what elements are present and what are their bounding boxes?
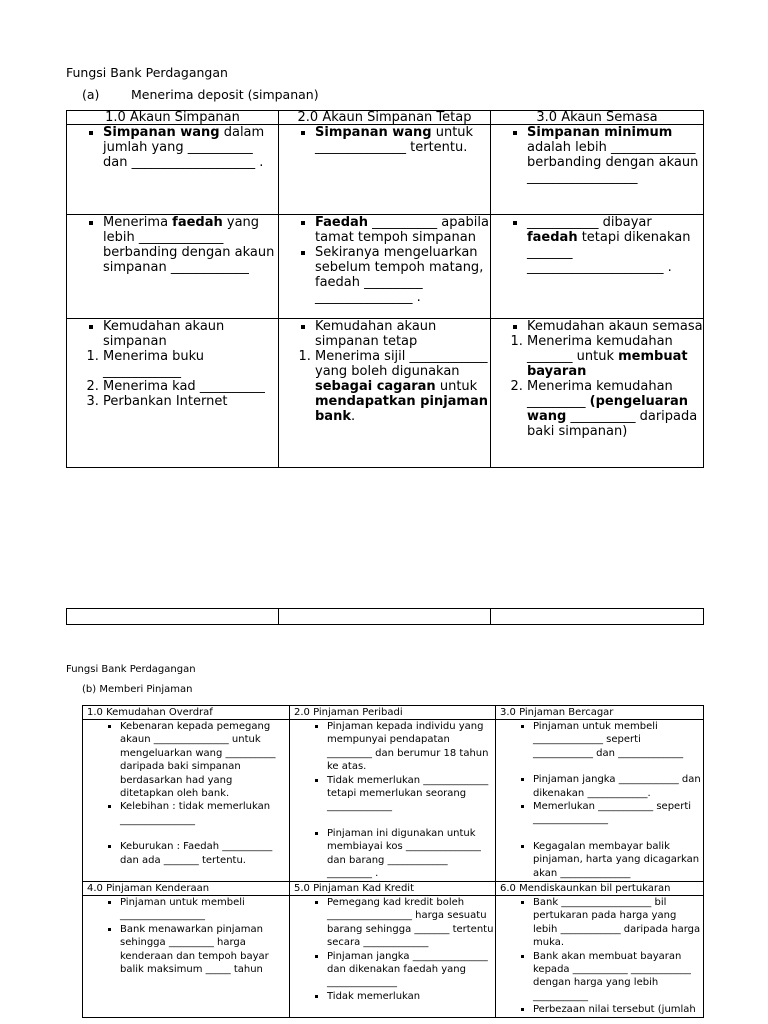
list-item: ▪ Kebenaran kepada pemegang akaun _______________ untuk mengeluarkan wang __________ daripada baki simpanan berdasarkan had yang ditetapkan oleh bank. [120,720,289,800]
cell-b-bercagar [496,720,704,882]
header-mendiskaunkan-bil: 6.0 Mendiskaunkan bil pertukaran [496,882,704,896]
header-akaun-semasa: 3.0 Akaun Semasa [491,111,704,125]
list-item: ▪ Menerima faedah yang lebih _____________ berbanding dengan akaun simpanan ____________ [103,215,278,275]
cell-b-kad-kredit [290,896,496,1018]
list-item: ▪ Pinjaman untuk membeli ______________ seperti ____________ dan _____________ [533,720,703,760]
cell-a-r2c1 [67,215,279,319]
empty-cell [491,609,704,625]
header-pinjaman-bercagar: 3.0 Pinjaman Bercagar [496,706,704,720]
list-item: 2. Menerima kemudahan _________ (pengeluaran wang __________ daripada baki simpanan) [527,379,703,439]
list-item: 1. Menerima kemudahan _______ untuk membuat bayaran [527,334,703,379]
list-item: ▪ ___________ dibayar faedah tetapi dikenakan _______ _____________________ . [527,215,703,275]
list-item: ▪ Kemudahan akaun simpanan tetap [315,319,490,349]
header-akaun-simpanan: 1.0 Akaun Simpanan [67,111,279,125]
cell-a-r3c1 [67,319,279,468]
list-item: ▪ Perbezaan nilai tersebut (jumlah [533,1003,703,1016]
section-a-subtitle: Menerima deposit (simpanan) [131,87,319,102]
list-item: ▪ Bank menawarkan pinjaman sehingga _________ harga kenderaan dan tempoh bayar balik maksimum _____ tahun [120,923,289,977]
list-item: ▪ Keburukan : Faedah __________ dan ada _______ tertentu. [120,840,289,867]
cell-a-r2c3 [491,215,704,319]
list-item: 2. Menerima kad __________ [103,379,278,394]
cell-a-r1c1 [67,125,279,215]
section-a-label: (a) [82,87,100,102]
list-item: 1. Menerima sijil ____________ yang boleh digunakan sebagai cagaran untuk mendapatkan pinjaman bank. [315,349,490,424]
list-item: ▪ Pinjaman jangka _______________ dan dikenakan faedah yang ______________ [327,950,495,990]
list-item: ▪ Pinjaman jangka ____________ dan dikenakan ____________. [533,773,703,800]
list-item: ▪ Sekiranya mengeluarkan sebelum tempoh matang, faedah _________ _______________ . [315,245,490,305]
empty-cell [67,609,279,625]
section-b-title: Fungsi Bank Perdagangan [66,664,196,675]
list-item: ▪ Tidak memerlukan _____________ tetapi memerlukan seorang _____________ [327,774,495,814]
list-item: ▪ Memerlukan ___________ seperti _______________ [533,800,703,827]
cell-a-r3c2 [279,319,491,468]
deposit-table [66,110,704,468]
list-item: ▪ Kemudahan akaun simpanan [103,319,278,349]
list-item: ▪ Simpanan wang untuk ______________ tertentu. [315,125,490,155]
list-item: ▪ Bank __________________ bil pertukaran pada harga yang lebih ____________ daripada harga muka. [533,896,703,950]
list-item: 1. Menerima buku ____________ [103,349,278,379]
header-pinjaman-kenderaan: 4.0 Pinjaman Kenderaan [83,882,290,896]
cell-b-peribadi [290,720,496,882]
list-item: ▪ Faedah __________ apabila tamat tempoh simpanan [315,215,490,245]
cell-b-overdraf [83,720,290,882]
cell-b-bil-pertukaran [496,896,704,1018]
loan-table [82,705,704,1018]
list-item: ▪ Pinjaman ini digunakan untuk membiayai kos _______________ dan barang ____________ _________ . [327,827,495,881]
list-item: ▪ Kemudahan akaun semasa [527,319,703,334]
list-item: ▪ Kelebihan : tidak memerlukan _______________ [120,800,289,827]
list-item: ▪ Pemegang kad kredit boleh _________________ harga sesuatu barang sehingga _______ tertentu secara _____________ [327,896,495,950]
list-item: ▪ Pinjaman kepada individu yang mempunyai pendapatan _________ dan berumur 18 tahun ke atas. [327,720,495,774]
list-item: ▪ Bank akan membuat bayaran kepada ___________ ____________ dengan harga yang lebih ___________ [533,950,703,1004]
cell-a-r2c2 [279,215,491,319]
empty-table-row [66,608,704,625]
empty-cell [279,609,491,625]
cell-a-r3c3 [491,319,704,468]
header-akaun-simpanan-tetap: 2.0 Akaun Simpanan Tetap [279,111,491,125]
list-item: ▪ Simpanan wang dalam jumlah yang __________ dan ___________________ . [103,125,278,170]
section-b-subtitle: (b) Memberi Pinjaman [82,684,193,695]
list-item: ▪ Pinjaman untuk membeli _________________ [120,896,289,923]
list-item: ▪ Tidak memerlukan [327,990,495,1003]
header-pinjaman-kad-kredit: 5.0 Pinjaman Kad Kredit [290,882,496,896]
section-a-title: Fungsi Bank Perdagangan [66,65,228,80]
header-pinjaman-peribadi: 2.0 Pinjaman Peribadi [290,706,496,720]
list-item: ▪ Kegagalan membayar balik pinjaman, harta yang dicagarkan akan ______________ [533,840,703,880]
cell-b-kenderaan [83,896,290,1018]
cell-a-r1c2 [279,125,491,215]
list-item: ▪ Simpanan minimum adalah lebih _____________ berbanding dengan akaun _________________ [527,125,703,185]
cell-a-r1c3 [491,125,704,215]
header-kemudahan-overdraf: 1.0 Kemudahan Overdraf [83,706,290,720]
list-item: 3. Perbankan Internet [103,394,278,409]
